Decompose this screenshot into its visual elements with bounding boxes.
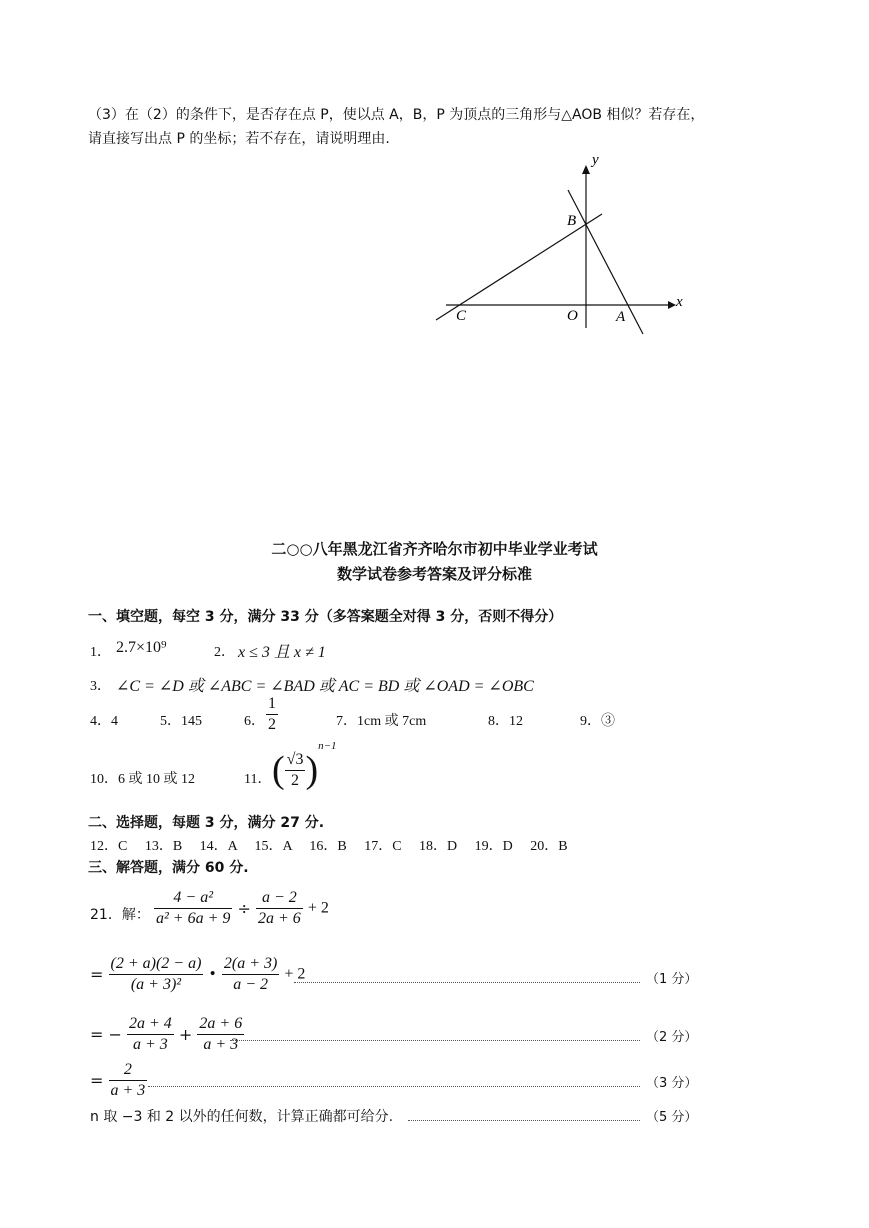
left-paren: (	[272, 749, 285, 791]
y-axis-arrow	[582, 165, 590, 174]
step2-plus: +	[178, 1025, 193, 1044]
point-o-label: O	[567, 308, 578, 324]
answer-11-numerator: √3	[285, 750, 306, 771]
point-c-label: C	[456, 308, 467, 324]
y-label: y	[592, 152, 599, 168]
step3-leader-dots	[148, 1086, 640, 1087]
question3-line1: （3）在（2）的条件下，是否存在点 P，使以点 A，B，P 为顶点的三角形与△AOB 相似？若存在，	[88, 107, 705, 123]
x-label: x	[676, 294, 683, 310]
answer-11-expression	[272, 740, 337, 792]
answer-10: 10．6 或 10 或 12	[90, 772, 195, 787]
step3-expression	[90, 1060, 147, 1101]
answer-6-fraction	[266, 694, 278, 735]
step3-score: （3 分）	[646, 1076, 698, 1091]
x-axis-arrow	[668, 301, 676, 309]
step2-leader-dots	[230, 1040, 640, 1041]
step1-frac2-den: a − 2	[233, 976, 268, 993]
answer-1-number: 1．	[90, 645, 111, 660]
line-cb	[436, 214, 602, 320]
q21-frac1-num: 4 − a²	[154, 888, 232, 909]
step2-score: （2 分）	[646, 1030, 698, 1045]
step1-frac2-num: 2(a + 3)	[222, 954, 279, 975]
section1-heading: 一、填空题，每空 3 分，满分 33 分（多答案题全对得 3 分，否则不得分）	[88, 609, 563, 625]
answer-11-exponent: n−1	[318, 740, 337, 753]
answer-11-number: 11．	[244, 772, 272, 787]
step1-expression	[90, 954, 305, 995]
right-paren: )	[305, 749, 319, 791]
answer-5: 5．145	[160, 714, 202, 729]
q21-frac1-den: a² + 6a + 9	[156, 910, 231, 927]
step1-frac1-num: (2 + a)(2 − a)	[109, 954, 204, 975]
step1-score: （1 分）	[646, 972, 698, 987]
point-a-label: A	[616, 309, 626, 325]
choice-answers: 12．C 13．B 14．A 15．A 16．B 17．C 18．D 19．D 20．B	[90, 839, 568, 854]
step1-plus2: + 2	[284, 965, 306, 983]
step1-equals: =	[90, 965, 104, 984]
answers-title2: 数学试卷参考答案及评分标准	[336, 565, 532, 583]
answer-11-denominator: 2	[291, 771, 300, 789]
step1-frac1-den: (a + 3)²	[130, 976, 182, 993]
answer-7: 7．1cm 或 7cm	[336, 714, 427, 729]
step3-frac-den: a + 3	[110, 1082, 146, 1099]
step3-equals: =	[90, 1071, 104, 1090]
answer-9: 9．③	[580, 714, 615, 729]
answer-3-number: 3．	[90, 679, 111, 694]
step2-frac1-den: a + 3	[133, 1036, 168, 1053]
step1-dot: •	[208, 966, 217, 983]
point-b-label: B	[567, 213, 577, 229]
step2-expression	[90, 1014, 244, 1055]
answer-6-denominator: 2	[268, 716, 276, 733]
q21-plus2: + 2	[307, 899, 329, 917]
coordinate-figure	[430, 150, 690, 350]
step2-frac2-den: a + 3	[203, 1036, 239, 1053]
section2-heading: 二、选择题，每题 3 分，满分 27 分.	[88, 815, 325, 831]
q21-expression	[154, 888, 329, 929]
q21-divide: ÷	[237, 899, 251, 918]
answer-6-numerator: 1	[266, 694, 278, 715]
answer-1-value: 2.7×10⁹	[116, 639, 167, 656]
answer-2-number: 2．	[214, 645, 235, 660]
step2-equals: = −	[90, 1025, 122, 1044]
q21-frac2-num: a − 2	[256, 888, 303, 909]
answer-8: 8．12	[488, 714, 523, 729]
q21-label: 21．解：	[90, 907, 150, 923]
step2-frac2-num: 2a + 6	[197, 1014, 244, 1035]
step2-frac1-num: 2a + 4	[127, 1014, 174, 1035]
step4-text: n 取 −3 和 2 以外的任何数，计算正确都可给分.	[90, 1109, 394, 1125]
answers-title1: 二○○八年黑龙江省齐齐哈尔市初中毕业学业考试	[271, 540, 598, 558]
line-ba	[568, 190, 643, 334]
answer-6-number: 6．	[244, 714, 265, 729]
step3-frac-num: 2	[109, 1060, 148, 1081]
step4-score: （5 分）	[646, 1110, 698, 1125]
q21-frac2-den: 2a + 6	[257, 910, 301, 927]
section3-heading: 三、解答题，满分 60 分.	[88, 860, 249, 876]
step4-leader-dots	[408, 1120, 640, 1121]
answer-3-value: ∠C = ∠D 或 ∠ABC = ∠BAD 或 AC = BD 或 ∠OAD = ∠OBC	[116, 678, 534, 695]
answer-4: 4．4	[90, 714, 118, 729]
answer-2-value: x ≤ 3 且 x ≠ 1	[238, 644, 326, 661]
question3-line2: 请直接写出点 P 的坐标；若不存在，请说明理由.	[88, 131, 390, 147]
step1-leader-dots	[294, 982, 640, 983]
